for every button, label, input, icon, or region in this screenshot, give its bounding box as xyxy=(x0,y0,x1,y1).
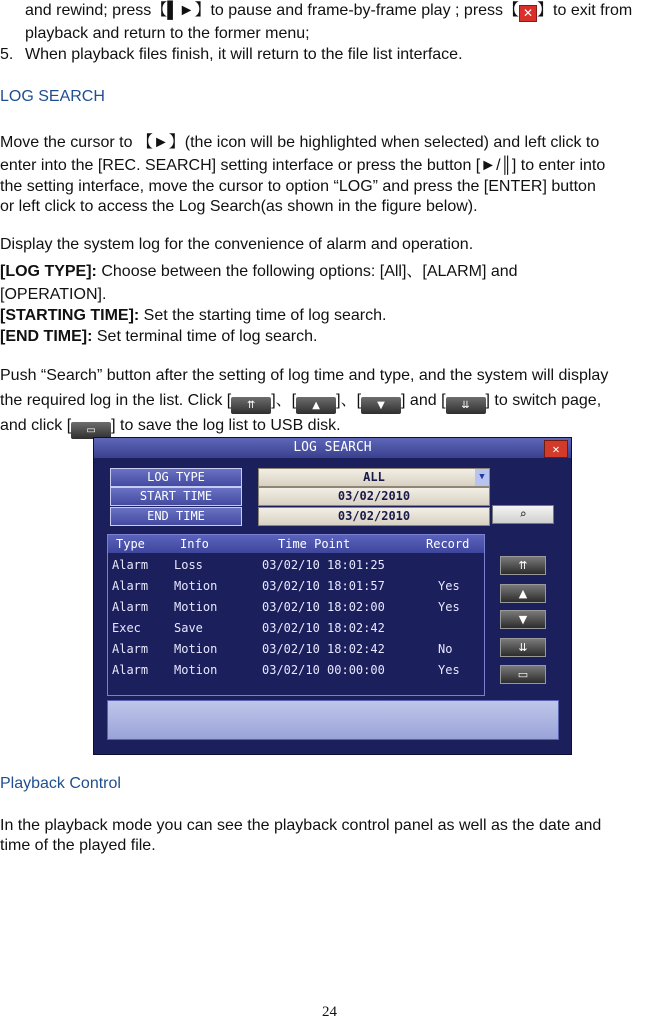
continuation-tail: 】to exit from xyxy=(537,2,633,19)
log-type-select[interactable] xyxy=(258,468,490,487)
paragraph-line: enter into the [REC. SEARCH] setting interface or press the button [►/║] to enter into xyxy=(0,157,606,174)
text-fragment: and click [ xyxy=(0,417,72,434)
table-row[interactable] xyxy=(108,555,484,575)
cell-time: 03/02/10 18:01:25 xyxy=(262,558,385,572)
cell-info: Motion xyxy=(174,642,218,656)
cell-time: 03/02/10 18:02:42 xyxy=(262,642,385,656)
end-time-input[interactable]: 03/02/2010 xyxy=(258,507,490,526)
cell-time: 03/02/10 00:00:00 xyxy=(262,663,385,677)
last-page-button[interactable]: ⇊ xyxy=(500,638,546,657)
log-type-text: Choose between the following options: [All]、[ALARM] and xyxy=(96,263,518,280)
continuation-text: and rewind; press【▌►】to pause and frame-by-frame play ; press【 xyxy=(25,2,520,19)
end-time-field-label: END TIME xyxy=(110,507,242,526)
cell-type: Exec xyxy=(112,621,141,635)
cell-type: Alarm xyxy=(112,663,149,677)
search-icon: ⌕ xyxy=(519,507,527,521)
end-time-label: [END TIME]: xyxy=(0,328,93,345)
paragraph-line: time of the played file. xyxy=(0,837,156,854)
end-time-line xyxy=(0,327,317,347)
table-row[interactable] xyxy=(108,576,484,596)
column-header-record: Record xyxy=(426,537,470,551)
paragraph-line: Move the cursor to 【►】(the icon will be highlighted when selected) and left click to xyxy=(0,134,600,151)
start-time-input[interactable]: 03/02/2010 xyxy=(258,487,490,506)
column-header-time-point: Time Point xyxy=(278,537,351,551)
cell-type: Alarm xyxy=(112,600,149,614)
section-heading-playback-control: Playback Control xyxy=(0,775,121,792)
end-time-text: Set terminal time of log search. xyxy=(92,328,318,345)
continuation-line-1 xyxy=(25,1,632,22)
paragraph-line: or left click to access the Log Search(as shown in the figure below). xyxy=(0,198,478,215)
text-fragment: ]、[ xyxy=(271,392,297,409)
start-time-field-label: START TIME xyxy=(110,487,242,506)
previous-page-icon: ▲ xyxy=(296,397,336,414)
table-row[interactable] xyxy=(108,618,484,638)
paragraph-line: the setting interface, move the cursor to option “LOG” and press the [ENTER] button xyxy=(0,178,596,195)
close-icon: ✕ xyxy=(519,5,537,22)
text-fragment: ] and [ xyxy=(401,392,446,409)
cell-type: Alarm xyxy=(112,579,149,593)
search-button[interactable] xyxy=(492,505,554,524)
cell-info: Motion xyxy=(174,600,218,614)
chevron-down-icon: ▼ xyxy=(475,469,489,486)
text-fragment: ] to switch page, xyxy=(485,392,602,409)
start-time-label: [STARTING TIME]: xyxy=(0,307,140,324)
cell-time: 03/02/10 18:02:42 xyxy=(262,621,385,635)
page-switch-line xyxy=(0,391,601,414)
list-item-5: When playback files finish, it will return to the file list interface. xyxy=(25,46,463,63)
dialog-title: LOG SEARCH xyxy=(94,438,571,458)
paragraph-line: Display the system log for the convenience of alarm and operation. xyxy=(0,236,474,253)
log-type-line xyxy=(0,262,518,282)
cell-info: Save xyxy=(174,621,203,635)
cell-type: Alarm xyxy=(112,642,149,656)
cell-record: Yes xyxy=(438,579,460,593)
cell-record: Yes xyxy=(438,663,460,677)
start-time-line xyxy=(0,306,386,326)
start-time-text: Set the starting time of log search. xyxy=(139,307,387,324)
column-header-type: Type xyxy=(116,537,145,551)
status-bar xyxy=(107,700,559,740)
paragraph-line: Push “Search” button after the setting of log time and type, and the system will display xyxy=(0,367,609,384)
log-search-screenshot xyxy=(93,437,572,755)
log-type-field-label: LOG TYPE xyxy=(110,468,242,487)
previous-page-button[interactable]: ▲ xyxy=(500,584,546,603)
save-to-usb-button[interactable]: ▭ xyxy=(500,665,546,684)
cell-info: Loss xyxy=(174,558,203,572)
column-header-info: Info xyxy=(180,537,209,551)
text-fragment: the required log in the list. Click [ xyxy=(0,392,232,409)
text-fragment: ]、[ xyxy=(336,392,362,409)
log-type-label: [LOG TYPE]: xyxy=(0,263,97,280)
cell-time: 03/02/10 18:01:57 xyxy=(262,579,385,593)
log-list xyxy=(107,534,485,696)
continuation-line-2: playback and return to the former menu; xyxy=(25,25,310,42)
first-page-icon: ⇈ xyxy=(231,397,271,414)
table-row[interactable] xyxy=(108,639,484,659)
log-type-value: ALL xyxy=(363,470,385,484)
section-heading-log-search: LOG SEARCH xyxy=(0,88,105,105)
paragraph-line: In the playback mode you can see the playback control panel as well as the date and xyxy=(0,817,602,834)
close-button[interactable]: ✕ xyxy=(544,440,568,458)
list-item-5-number: 5. xyxy=(0,46,14,63)
cell-record: No xyxy=(438,642,453,656)
table-row[interactable] xyxy=(108,597,484,617)
cell-type: Alarm xyxy=(112,558,149,572)
first-page-button[interactable]: ⇈ xyxy=(500,556,546,575)
cell-info: Motion xyxy=(174,663,218,677)
next-page-icon: ▼ xyxy=(361,397,401,414)
save-log-line xyxy=(0,416,341,439)
next-page-button[interactable]: ▼ xyxy=(500,610,546,629)
table-row[interactable] xyxy=(108,660,484,680)
text-fragment: ] to save the log list to USB disk. xyxy=(111,417,341,434)
last-page-icon: ⇊ xyxy=(446,397,486,414)
log-list-header xyxy=(108,535,484,553)
cell-record: Yes xyxy=(438,600,460,614)
cell-time: 03/02/10 18:02:00 xyxy=(262,600,385,614)
page-number: 24 xyxy=(322,1004,337,1020)
cell-info: Motion xyxy=(174,579,218,593)
save-icon: ▭ xyxy=(71,422,111,439)
log-type-line-2: [OPERATION]. xyxy=(0,286,107,303)
